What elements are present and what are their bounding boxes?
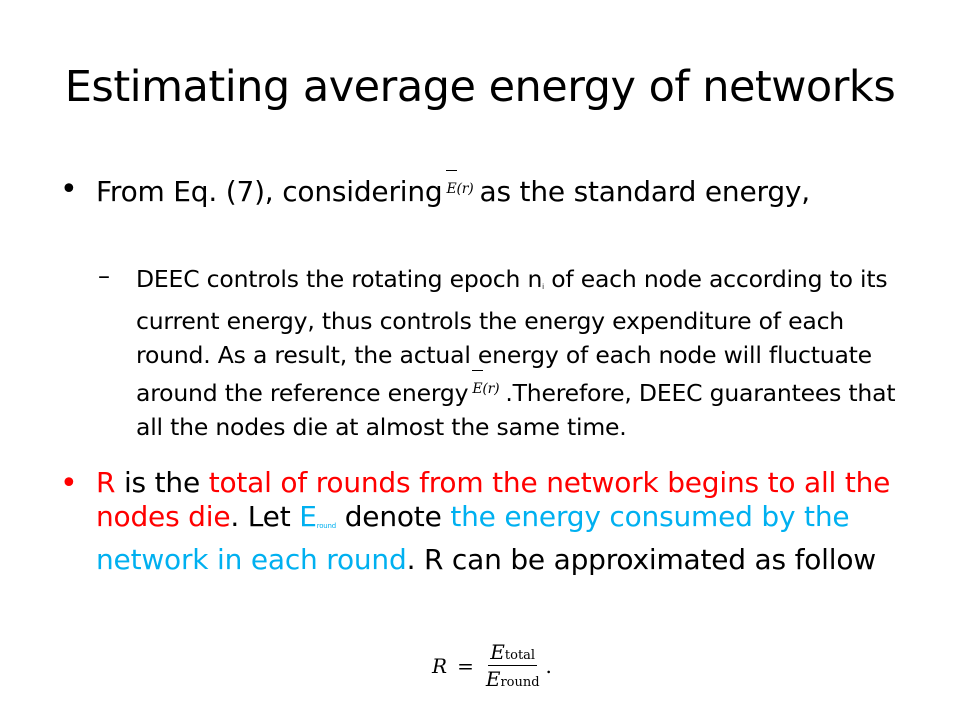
e-letter: E	[299, 500, 317, 533]
bullet-2-text	[96, 466, 908, 577]
bullet-2	[60, 466, 908, 577]
subscript-i: i	[542, 283, 544, 291]
numerator-sub: total	[504, 648, 536, 663]
energy-phrase: the energy consumed by the network in each round	[96, 500, 850, 576]
formula-numerator	[488, 640, 537, 666]
bullet-marker: •	[60, 172, 78, 207]
denote-text: denote	[336, 500, 451, 533]
sub-bullet-1	[98, 262, 906, 444]
ending-text: . R can be approximated as follow	[406, 543, 876, 576]
slide-title: Estimating average energy of networks	[64, 62, 896, 112]
sub-bullet-text-before: DEEC controls the rotating epoch n	[136, 265, 543, 293]
inline-math-reference-energy	[472, 372, 499, 406]
formula-lhs: R	[432, 653, 448, 678]
dash-marker: –	[98, 262, 110, 290]
formula-fraction	[484, 640, 542, 691]
numerator-var: E	[490, 640, 505, 664]
bullet-1-text-before: From Eq. (7), considering	[96, 175, 443, 208]
r-label: R	[96, 466, 116, 499]
inline-math-energy	[446, 172, 473, 206]
formula-denominator	[484, 666, 542, 691]
is-the-text: is the	[115, 466, 209, 499]
overline	[472, 370, 483, 371]
rounds-formula	[432, 640, 552, 691]
sub-bullet-text-middle: of each node according to its current energy, thus controls the energy expenditure of each round. As a result, the actual energy of each node will fluctuate around the reference energy	[136, 265, 888, 407]
bullet-marker-red: •	[60, 466, 78, 501]
denominator-sub: round	[500, 675, 540, 690]
e-round-subscript: round	[316, 522, 337, 530]
formula-equals: =	[457, 653, 474, 678]
let-text: . Let	[230, 500, 300, 533]
formula-period: .	[545, 653, 552, 678]
bullet-1-text	[96, 172, 908, 209]
sub-bullet-text-after: .Therefore, DEEC guarantees that all the nodes die at almost the same time.	[136, 379, 896, 441]
overline	[446, 170, 457, 171]
inline-math-text: E(r)	[472, 381, 500, 397]
sub-bullet-1-text	[136, 262, 906, 444]
bullet-1	[60, 172, 908, 209]
denominator-var: E	[485, 667, 501, 691]
inline-math-text: E(r)	[446, 181, 474, 197]
bullet-1-text-after: as the standard energy,	[479, 175, 810, 208]
total-rounds-text: total of rounds from the network begins to all the nodes die	[96, 466, 891, 533]
